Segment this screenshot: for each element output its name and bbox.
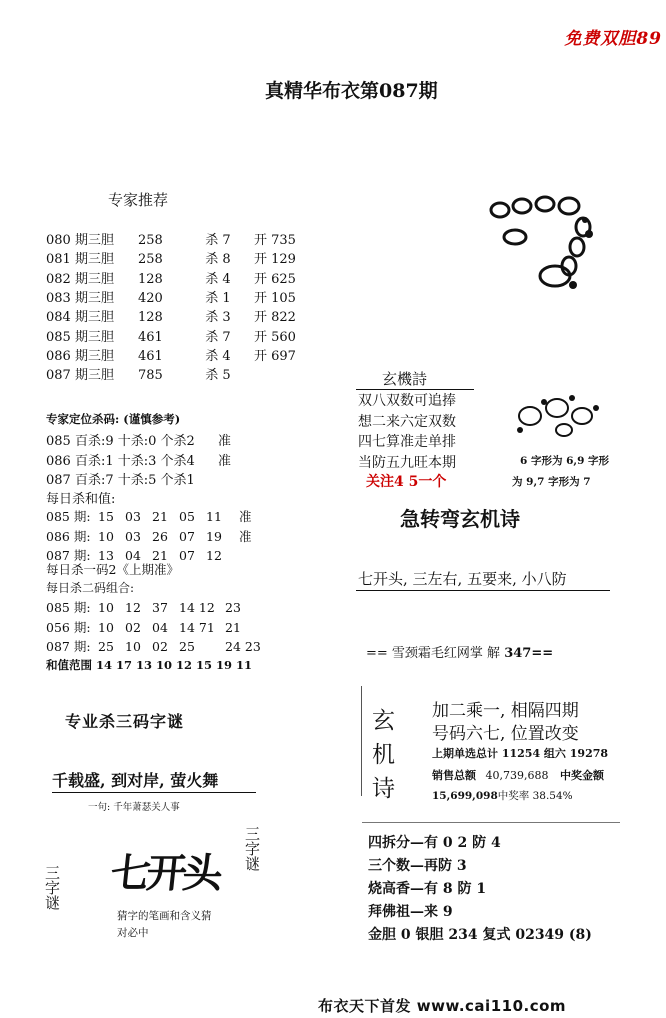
corner-free-tag: 免费双胆89 xyxy=(564,29,662,49)
sum-kill-value: 15 xyxy=(98,509,114,524)
win-rate-label: 中奖率 xyxy=(497,790,530,802)
expert-period: 083 期三胆 xyxy=(46,290,114,306)
riddle-title: 专业杀三码字谜 xyxy=(65,712,185,731)
split-row: 三个数—再防 3 xyxy=(368,858,467,874)
expert-kill: 杀 8 xyxy=(205,252,231,268)
two-code-value: 25 xyxy=(179,639,195,654)
expert-kill: 杀 4 xyxy=(205,271,231,287)
shape-hint-line-1: 6 字形为 6,9 字形 xyxy=(520,455,610,467)
two-code-value: 23 xyxy=(225,600,241,615)
riddle-main: 千载盛, 到对岸, 萤火舞 xyxy=(52,771,219,790)
expert-numbers: 461 xyxy=(138,348,163,364)
expert-kill: 杀 7 xyxy=(205,233,231,248)
sum-kill-value: 21 xyxy=(152,548,168,563)
riddle-sub: 一句: 千年萧瑟关人事 xyxy=(88,802,180,813)
sum-kill-label: 087 期: xyxy=(46,548,91,563)
riddle-main-underline xyxy=(52,792,256,793)
expert-kill: 杀 1 xyxy=(205,290,231,306)
prize-amount-label: 中奖金额 xyxy=(559,769,604,782)
xuanji-stats-3 xyxy=(432,788,573,803)
position-kill-row xyxy=(46,430,231,449)
focus-line: 关注4 5一个 xyxy=(366,474,447,490)
expert-row xyxy=(46,287,314,306)
expert-row xyxy=(46,326,314,345)
expert-numbers: 420 xyxy=(138,290,163,306)
xuanji-vertical-char: 玄 xyxy=(372,708,395,734)
mystery-poem-line: 四七算准走单排 xyxy=(358,434,456,450)
sum-kill-value: 10 xyxy=(98,528,114,544)
sum-kill-value: 12 xyxy=(206,548,222,563)
split-row: 拜佛祖—来 9 xyxy=(368,904,453,920)
xuanji-vertical-char: 诗 xyxy=(372,776,395,802)
page-title: 真精华布衣第087期 xyxy=(265,80,438,102)
shape-hint-line-2: 为 9,7 字形为 7 xyxy=(512,476,591,488)
split-row: 金胆 0 银胆 234 复式 02349 (8) xyxy=(368,927,592,943)
sum-kill-value: 11 xyxy=(206,509,222,524)
position-kill-text: 087 百杀:7 十杀:5 个杀1 xyxy=(46,473,195,488)
position-kill-mark: 准 xyxy=(218,453,232,469)
sum-kill-value: 05 xyxy=(179,509,195,524)
sum-kill-value: 13 xyxy=(98,548,114,563)
sum-kill-heading: 每日杀和值: xyxy=(46,492,116,507)
expert-period: 085 期三胆 xyxy=(46,329,114,345)
mystery-poem-line: 想二来六定双数 xyxy=(358,413,456,430)
sum-kill-value: 21 xyxy=(152,509,168,524)
one-code-line: 每日杀一码2《上期准》 xyxy=(46,562,179,577)
position-kill-text: 085 百杀:9 十杀:0 个杀2 xyxy=(46,434,195,449)
sum-kill-row xyxy=(46,527,252,545)
expert-open: 开 822 xyxy=(254,310,296,326)
position-kill-row xyxy=(46,450,231,469)
expert-open: 开 697 xyxy=(254,348,296,364)
two-code-value: 24 23 xyxy=(225,639,261,654)
two-code-value: 10 xyxy=(125,639,141,654)
xuanji-stats-2 xyxy=(432,767,604,783)
riddle-left-vertical: 三字谜 xyxy=(43,865,61,910)
mystery-poem-line: 双八双数可追捧 xyxy=(358,393,456,409)
expert-kill: 杀 4 xyxy=(205,348,231,364)
sum-kill-value: 03 xyxy=(125,509,141,524)
mystery-poem-line: 当防五九旺本期 xyxy=(358,454,456,471)
two-code-value: 10 xyxy=(98,619,114,635)
sum-kill-value: 07 xyxy=(179,548,195,563)
snow-neck-line xyxy=(366,642,553,661)
expert-period: 082 期三胆 xyxy=(46,271,114,287)
prize-amount-value: 15,699,098 xyxy=(432,790,498,802)
expert-row xyxy=(46,364,314,383)
expert-row xyxy=(46,248,314,267)
expert-kill: 杀 5 xyxy=(205,368,231,384)
expert-kill: 杀 7 xyxy=(205,329,231,345)
sum-kill-label: 086 期: xyxy=(46,528,91,544)
riddle-note-1: 猜字的笔画和含义猜 xyxy=(117,910,212,922)
expert-heading: 专家推荐 xyxy=(108,191,169,209)
sum-kill-value: 04 xyxy=(125,548,141,563)
two-code-value: 25 xyxy=(98,639,114,654)
split-row: 烧高香—有 8 防 1 xyxy=(368,881,487,897)
expert-period: 087 期三胆 xyxy=(46,368,114,384)
sum-kill-value: 19 xyxy=(206,528,222,544)
two-code-value: 04 xyxy=(152,619,168,635)
expert-row xyxy=(46,268,314,287)
footer-site: 布衣天下首发 www.cai110.com xyxy=(318,997,567,1015)
two-code-label: 056 期: xyxy=(46,619,91,635)
riddle-note-2: 对必中 xyxy=(117,927,149,939)
expert-numbers: 128 xyxy=(138,271,163,287)
riddle-right-vertical: 三字谜 xyxy=(243,826,261,871)
expert-open: 开 129 xyxy=(254,252,296,268)
sharp-turn-underline xyxy=(356,590,610,591)
position-kill-mark: 准 xyxy=(218,434,232,449)
expert-open: 开 735 xyxy=(254,233,296,248)
two-code-row xyxy=(46,618,261,636)
xuanji-stats-1-text: 上期单选总计 11254 组六 19278 xyxy=(432,747,609,760)
chain-seven-illustration xyxy=(485,190,610,300)
sum-kill-mark: 准 xyxy=(239,528,252,544)
two-code-value: 37 xyxy=(152,600,168,615)
expert-kill: 杀 3 xyxy=(205,310,231,326)
position-kill-text: 086 百杀:1 十杀:3 个杀4 xyxy=(46,453,195,469)
expert-row xyxy=(46,345,314,364)
sum-kill-label: 085 期: xyxy=(46,509,91,524)
expert-numbers: 258 xyxy=(138,252,163,268)
expert-period: 081 期三胆 xyxy=(46,252,114,268)
expert-numbers: 128 xyxy=(138,310,163,326)
two-code-label: 085 期: xyxy=(46,600,91,615)
expert-numbers: 461 xyxy=(138,329,163,345)
two-code-heading: 每日杀二码组合: xyxy=(46,581,135,595)
sum-range-line: 和值范围 14 17 13 10 12 15 19 11 xyxy=(46,658,253,672)
split-row: 四拆分—有 0 2 防 4 xyxy=(368,835,501,851)
snow-neck-text: == 雪颈霜毛红网掌 解 xyxy=(366,646,505,661)
position-kill-row xyxy=(46,469,218,488)
two-code-value: 10 xyxy=(98,600,114,615)
sales-total-label: 销售总额 xyxy=(432,769,476,782)
xuanji-vertical-char: 机 xyxy=(372,742,395,768)
chain-six-illustration xyxy=(512,392,604,442)
win-rate-value: 38.54% xyxy=(532,790,573,802)
sharp-turn-title: 急转弯玄机诗 xyxy=(400,507,520,531)
split-box-top-line xyxy=(362,822,620,823)
expert-row xyxy=(46,229,314,248)
expert-row xyxy=(46,306,314,325)
two-code-value: 21 xyxy=(225,619,241,635)
two-code-row xyxy=(46,598,261,616)
sales-total-value: 40,739,688 xyxy=(485,769,549,782)
two-code-value: 12 xyxy=(125,600,141,615)
sharp-turn-text: 七开头, 三左右, 五要来, 小八防 xyxy=(358,570,567,588)
expert-period: 086 期三胆 xyxy=(46,348,114,364)
riddle-big-text: 七开头 xyxy=(108,850,222,897)
two-code-value: 02 xyxy=(152,639,168,654)
sum-kill-row xyxy=(46,507,252,525)
two-code-value: 02 xyxy=(125,619,141,635)
expert-open: 开 625 xyxy=(254,271,296,287)
xuanji-line-1: 加二乘一, 相隔四期 xyxy=(432,701,579,721)
xuanji-stats-1 xyxy=(432,745,608,761)
sum-kill-value: 07 xyxy=(179,528,195,544)
expert-period: 084 期三胆 xyxy=(46,310,114,326)
position-kill-heading: 专家定位杀码: (谨慎参考) xyxy=(46,412,181,426)
snow-neck-answer: 347== xyxy=(504,646,554,661)
two-code-value: 14 12 xyxy=(179,600,215,615)
expert-numbers: 258 xyxy=(138,233,163,248)
expert-numbers: 785 xyxy=(138,368,163,384)
xuanji-line-2: 号码六七, 位置改变 xyxy=(432,724,579,744)
expert-period: 080 期三胆 xyxy=(46,233,114,248)
expert-open: 开 560 xyxy=(254,329,296,345)
sum-kill-value: 26 xyxy=(152,528,168,544)
mystery-poem-title: 玄機詩 xyxy=(382,370,428,388)
two-code-row xyxy=(46,637,261,655)
two-code-value: 14 71 xyxy=(179,619,215,635)
sum-kill-value: 03 xyxy=(125,528,141,544)
sum-kill-mark: 准 xyxy=(239,509,252,524)
expert-open: 开 105 xyxy=(254,290,296,306)
two-code-label: 087 期: xyxy=(46,639,91,654)
